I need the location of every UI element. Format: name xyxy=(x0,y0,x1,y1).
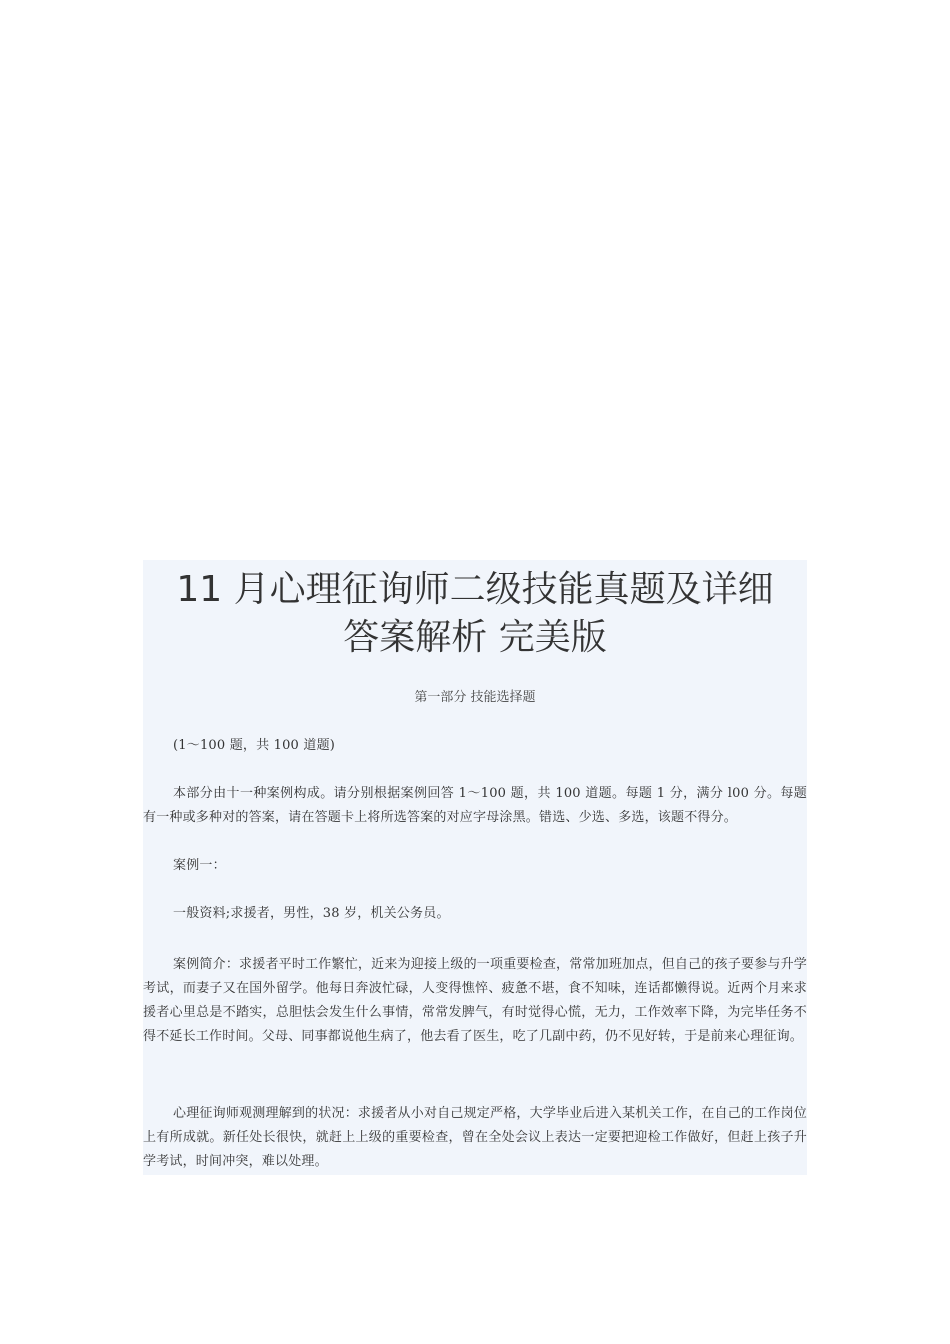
case-label: 案例一： xyxy=(173,858,226,873)
section-heading: 第一部分 技能选择题 xyxy=(414,690,536,705)
general-info-paragraph: 一般资料;求援者，男性，38 岁，机关公务员。 xyxy=(173,906,450,921)
document-title xyxy=(143,566,807,662)
document-title-line-2: 答案解析 完美版 xyxy=(343,617,607,658)
instructions-paragraph: 本部分由十一种案例构成。请分别根据案例回答 1～100 题，共 100 道题。每题 1 分，满分 l00 分。每题有一种或多种对的答案，请在答题卡上将所选答案的对应字母涂黑。错选、少选、多选，该题不得分。 xyxy=(143,786,807,825)
document-title-line-1: 11 月心理征询师二级技能真题及详细 xyxy=(176,569,774,610)
observation-paragraph: 心理征询师观测理解到的状况：求援者从小对自己规定严格，大学毕业后进入某机关工作，在自己的工作岗位上有所成就。新任处长很快，就赶上上级的重要检查，曾在全处会议上表达一定要把迎检工作做好，但赶上孩子升学考试，时间冲突，难以处理。 xyxy=(143,1106,807,1169)
case-brief-paragraph: 案例简介：求援者平时工作繁忙，近来为迎接上级的一项重要检查，常常加班加点，但自己的孩子要参与升学考试，而妻子又在国外留学。他每日奔波忙碌，人变得憔悴、疲惫不堪，食不知味，连话都懒得说。近两个月来求援者心里总是不踏实，总胆怯会发生什么事情，常常发脾气，有时觉得心慌，无力，工作效率下降，为完毕任务不得不延长工作时间。父母、同事都说他生病了，他去看了医生，吃了几副中药，仍不见好转，于是前来心理征询。 xyxy=(143,957,807,1044)
document-content-block xyxy=(143,560,807,1175)
question-range-paragraph: (1～100 题，共 100 道题) xyxy=(173,738,336,753)
